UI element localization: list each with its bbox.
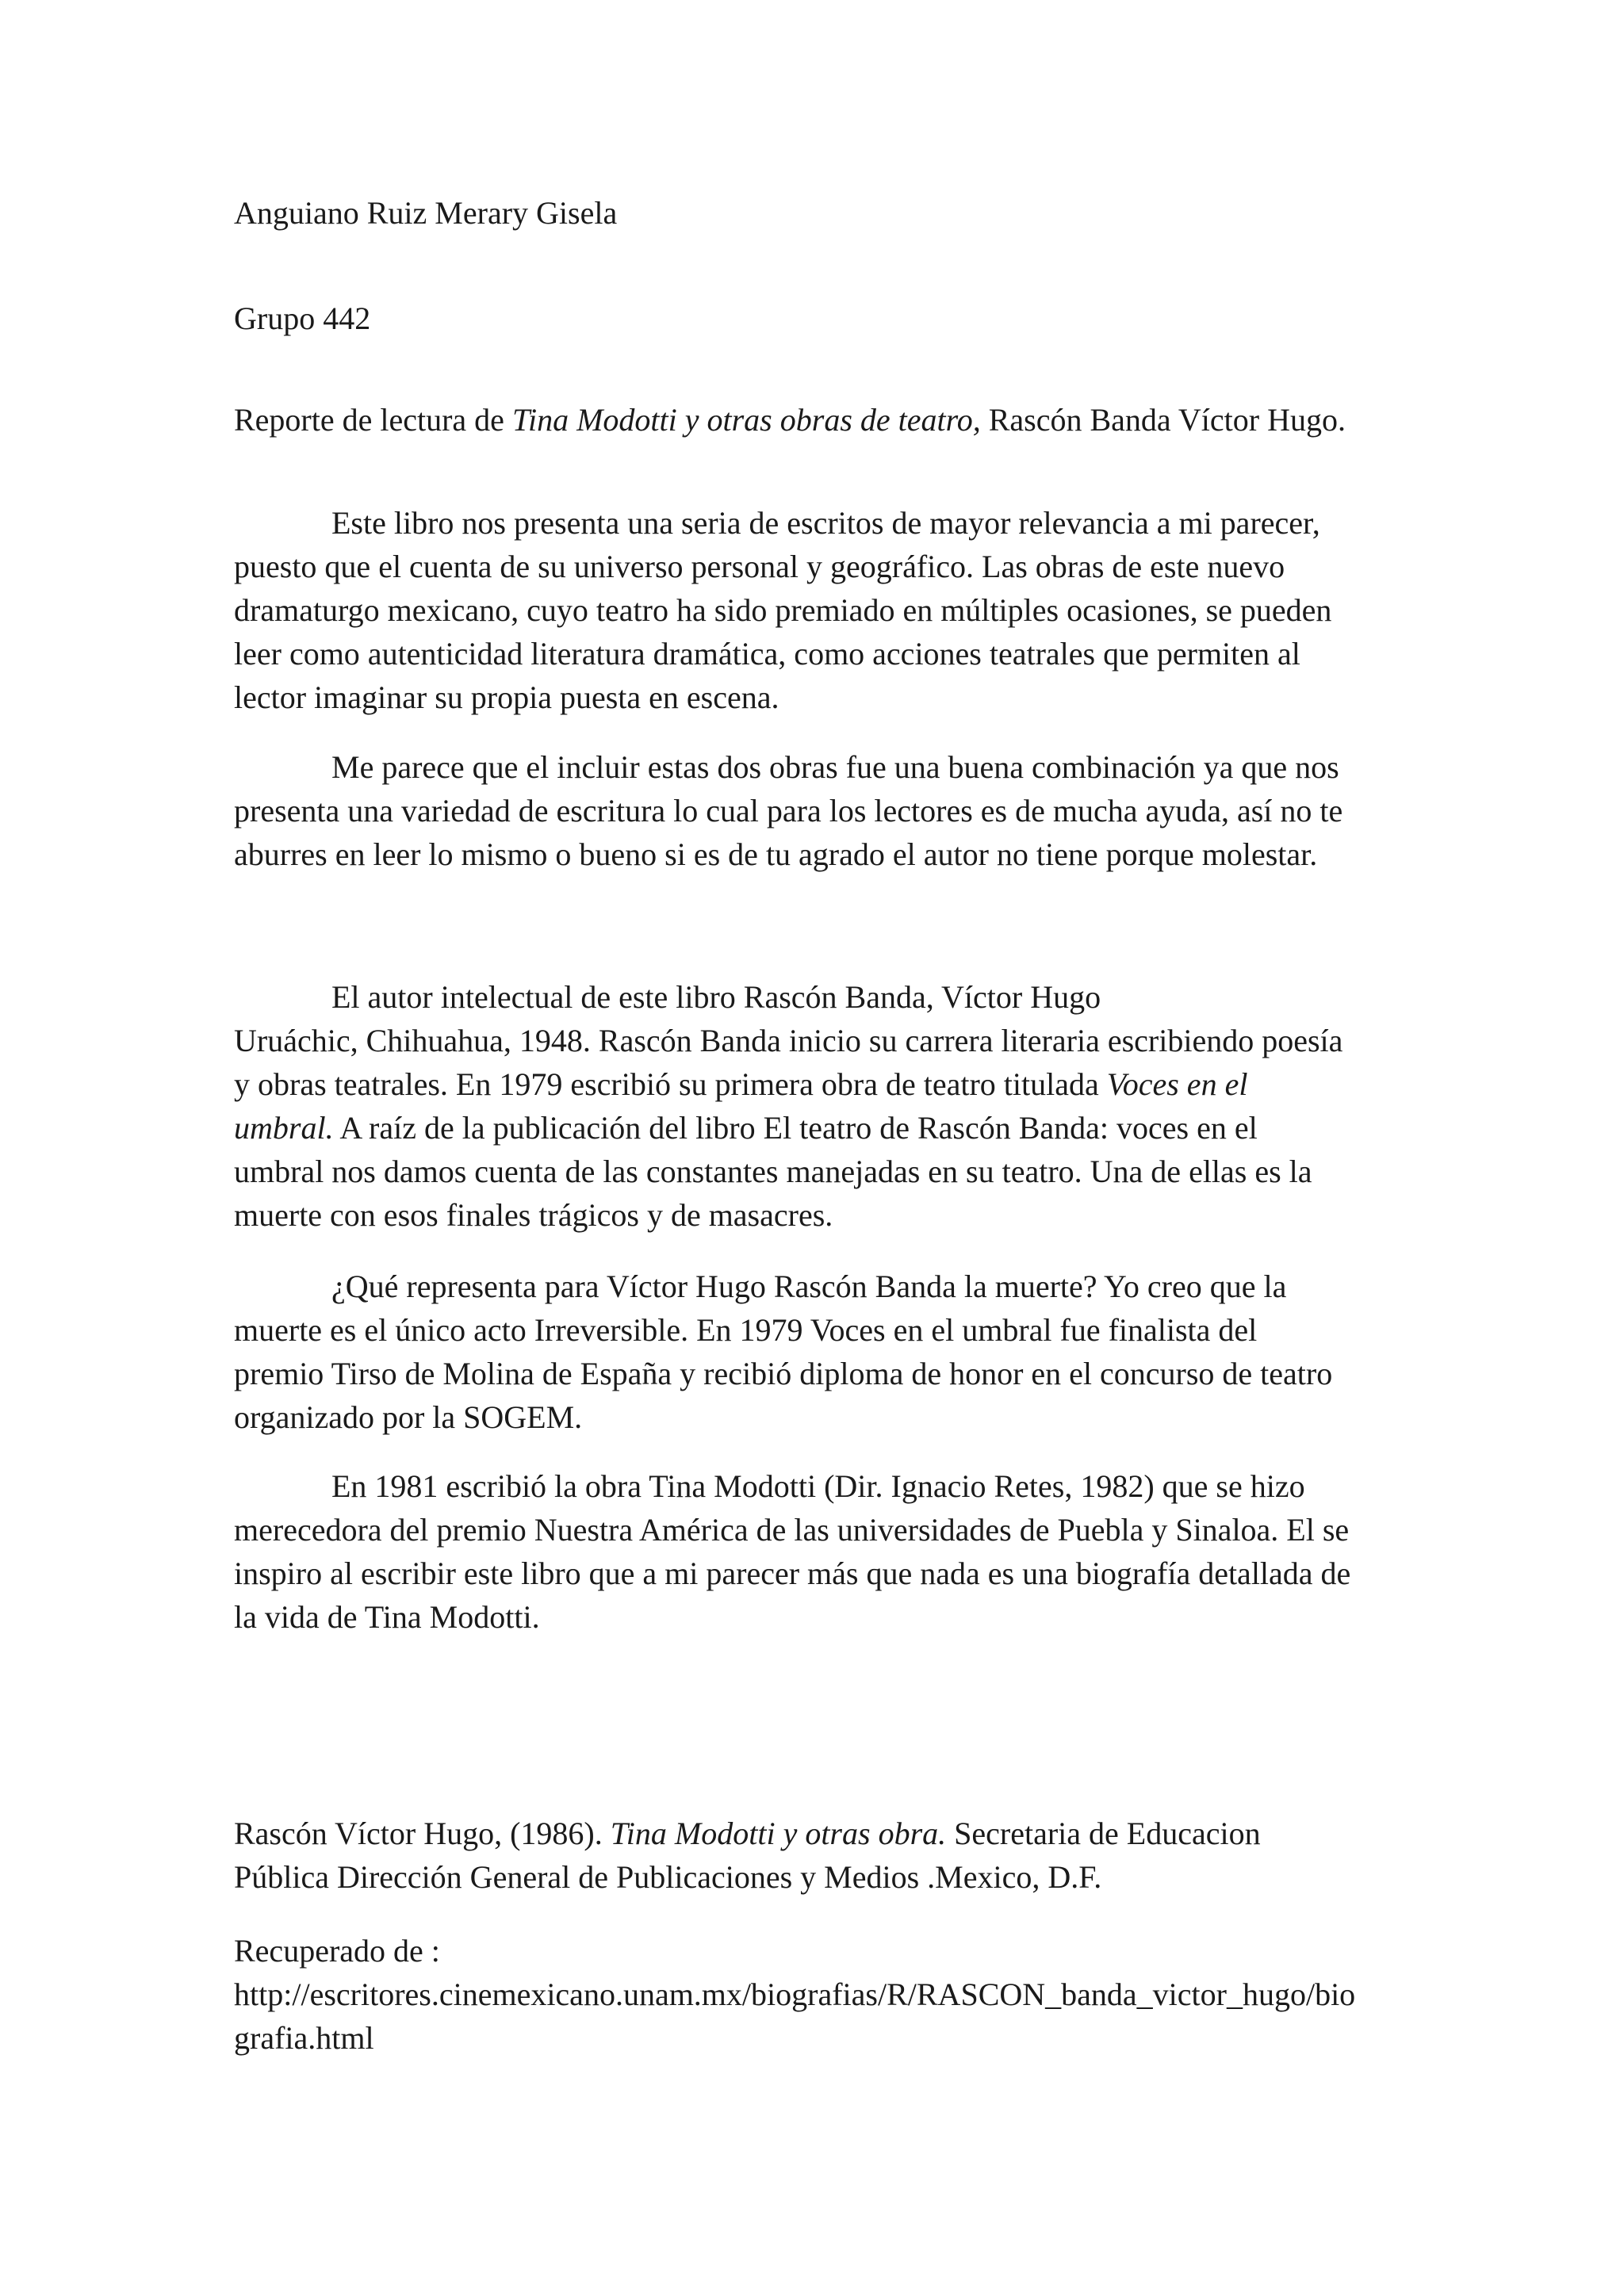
reference-url-line-1: http://escritores.cinemexicano.unam.mx/biografias/R/RASCON_banda_victor_hugo/bio — [234, 1976, 1356, 2012]
paragraph-4: ¿Qué representa para Víctor Hugo Rascón Banda la muerte? Yo creo que la muerte es el único acto Irreversible. En 1979 Voces en el umbral fue finalista del premio Tirso de Molina de España y recibió diploma de honor en el concurso de teatro organizado por la SOGEM. — [234, 1269, 1333, 1435]
citation-prefix: Rascón Víctor Hugo, (1986). — [234, 1816, 611, 1851]
author-name: Anguiano Ruiz Merary Gisela — [234, 195, 618, 231]
paragraph-1: Este libro nos presenta una seria de escritos de mayor relevancia a mi parecer, puesto que el cuenta de su universo personal y geográfico. Las obras de este nuevo dramaturgo mexicano, cuyo teatro ha sido premiado en múltiples ocasiones, se pueden leer como autenticidad literatura dramática, como acciones teatrales que permiten al lector imaginar su propia puesta en escena. — [234, 505, 1332, 715]
paragraph-3-part-b: A raíz de la publicación del libro El teatro de Rascón Banda: voces en el umbral nos damos cuenta de las constantes manejadas en su teatro. Una de ellas es la muerte con esos finales trágicos y de masacres. — [234, 1110, 1312, 1233]
report-book-title: Tina Modotti y otras obras de teatro, — [511, 402, 981, 438]
report-title-suffix: Rascón Banda Víctor Hugo. — [980, 402, 1346, 438]
citation-title: Tina Modotti y otras obra. — [610, 1816, 947, 1851]
paragraph-3 — [234, 975, 1408, 1237]
report-title-prefix: Reporte de lectura de — [234, 402, 512, 438]
citation-suffix: Secretaria de Educacion Pública Dirección General de Publicaciones y Medios .Mexico, D.F. — [234, 1816, 1261, 1895]
paragraph-5: En 1981 escribió la obra Tina Modotti (Dir. Ignacio Retes, 1982) que se hizo merecedora del premio Nuestra América de las universidades de Puebla y Sinaloa. El se inspiro al escribir este libro que a mi parecer más que nada es una biografía detallada de la vida de Tina Modotti. — [234, 1468, 1351, 1635]
report-title — [234, 398, 1408, 442]
reference-citation — [234, 1812, 1408, 1899]
paragraph-2: Me parece que el incluir estas dos obras fue una buena combinación ya que nos presenta una variedad de escritura lo cual para los lectores es de mucha ayuda, así no te aburres en leer lo mismo o bueno si es de tu agrado el autor no tiene porque molestar. — [234, 749, 1343, 872]
group-label: Grupo 442 — [234, 300, 371, 336]
paragraph-3-part-a: El autor intelectual de este libro Rascón Banda, Víctor Hugo Uruáchic, Chihuahua, 1948. Rascón Banda inicio su carrera literaria escribiendo poesía y obras teatrales. En 1979 escribió su primera obra de teatro titulada — [234, 979, 1343, 1102]
reference-url-line-2: grafia.html — [234, 2020, 374, 2056]
retrieved-label: Recuperado de : — [234, 1933, 440, 1969]
paragraph-3-italic-title: Voces en el umbral. — [234, 1066, 1248, 1146]
